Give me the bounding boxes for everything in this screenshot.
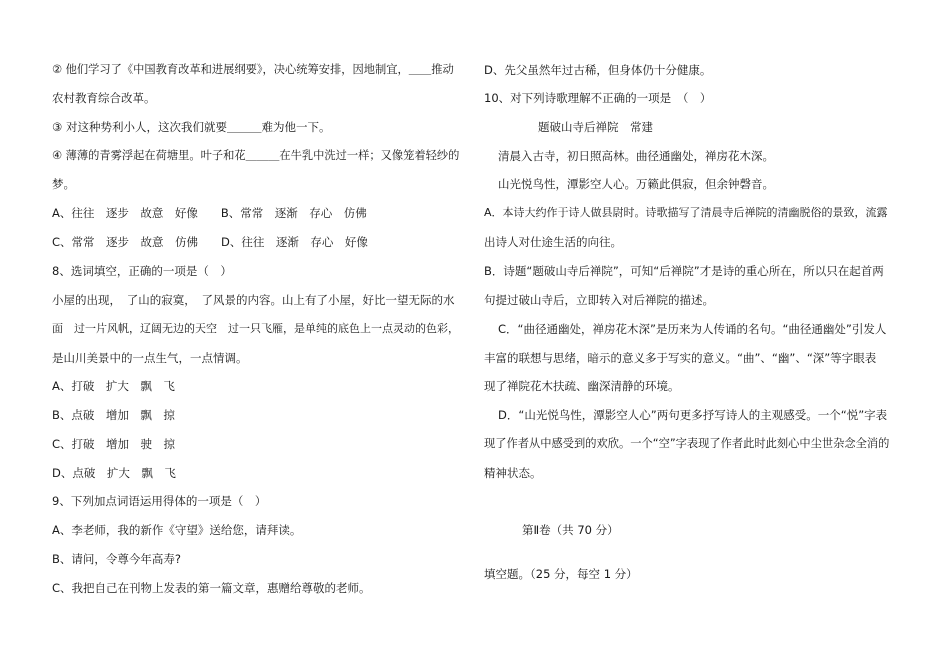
text-line: ③ 对这种势利小人，这次我们就要＿＿＿难为他一下。 xyxy=(52,120,331,134)
option-c: C．“曲径通幽处，禅房花木深”是历来为人传诵的名句。“曲径通幽处”引发人 xyxy=(498,322,887,336)
text-line: 现了作者从中感受到的欢欣。一个“空”字表现了作者此时此刻心中尘世杂念全消的 xyxy=(484,437,890,450)
option-line: C、常常 逐步 故意 仿佛 D、往往 逐渐 存心 好像 xyxy=(52,235,368,249)
option-d: D、先父虽然年过古稀，但身体仍十分健康。 xyxy=(484,63,712,77)
text-line: 农村教育综合改革。 xyxy=(52,91,156,105)
section-instruction: 填空题。（25 分，每空 1 分） xyxy=(484,567,638,581)
text-line: ④ 薄薄的青雾浮起在荷塘里。叶子和花＿＿＿在牛乳中洗过一样；又像笼着轻纱的 xyxy=(52,149,460,162)
option-d: D．“山光悦鸟性，潭影空人心”两句更多抒写诗人的主观感受。一个“悦”字表 xyxy=(498,408,888,422)
text-line: 小屋的出现， 了山的寂寞， 了风景的内容。山上有了小屋，好比一望无际的水 xyxy=(52,293,455,307)
option-a: A．本诗大约作于诗人做县尉时。诗歌描写了清晨寺后禅院的清幽脱俗的景致，流露 xyxy=(484,206,888,219)
option-c: C、我把自己在刊物上发表的第一篇文章，惠赠给尊敬的老师。 xyxy=(52,581,371,595)
option-line: A、往往 逐步 故意 好像 B、常常 逐渐 存心 仿佛 xyxy=(52,206,367,220)
option-c: C、打破 增加 驶 掠 xyxy=(52,437,176,451)
option-a: A、李老师，我的新作《守望》送给您，请拜读。 xyxy=(52,523,302,537)
option-d: D、点破 扩大 飘 飞 xyxy=(52,466,176,480)
poem-line: 山光悦鸟性，潭影空人心。万籁此俱寂，但余钟磬音。 xyxy=(498,177,774,191)
question-8: 8、选词填空，正确的一项是（ ） xyxy=(52,264,232,278)
text-line: 面 过一片风帆，辽阔无边的天空 过一只飞雁，是单纯的底色上一点灵动的色彩， xyxy=(52,322,459,335)
option-b: B．诗题“题破山寺后禅院”，可知“后禅院”才是诗的重心所在，所以只在起首两 xyxy=(484,264,884,278)
text-line: 现了禅院花木扶疏、幽深清静的环境。 xyxy=(484,379,680,393)
text-line: 丰富的联想与思绪，暗示的意义多于写实的意义。“曲”、“幽”、“深”等字眼表 xyxy=(484,351,877,365)
section-title: 第Ⅱ卷（共 70 分） xyxy=(522,523,619,537)
poem-title: 题破山寺后禅院 常建 xyxy=(538,120,653,134)
text-line: 精神状态。 xyxy=(484,466,542,480)
question-10: 10、对下列诗歌理解不正确的一项是 （ ） xyxy=(484,91,712,105)
text-line: 是山川美景中的一点生气，一点情调。 xyxy=(52,351,248,365)
poem-line: 清晨入古寺，初日照高林。曲径通幽处，禅房花木深。 xyxy=(498,149,774,163)
text-line: ② 他们学习了《中国教育改革和进展纲要》，决心统筹安排，因地制宜，＿＿推动 xyxy=(52,63,454,76)
text-line: 句提过破山寺后，立即转入对后禅院的描述。 xyxy=(484,293,714,307)
question-9: 9、下列加点词语运用得体的一项是（ ） xyxy=(52,494,267,508)
option-b: B、请问，令尊今年高寿? xyxy=(52,552,181,566)
text-line: 梦。 xyxy=(52,177,75,191)
option-b: B、点破 增加 飘 掠 xyxy=(52,408,175,422)
text-line: 出诗人对仕途生活的向往。 xyxy=(484,235,622,249)
option-a: A、打破 扩大 飘 飞 xyxy=(52,379,175,393)
